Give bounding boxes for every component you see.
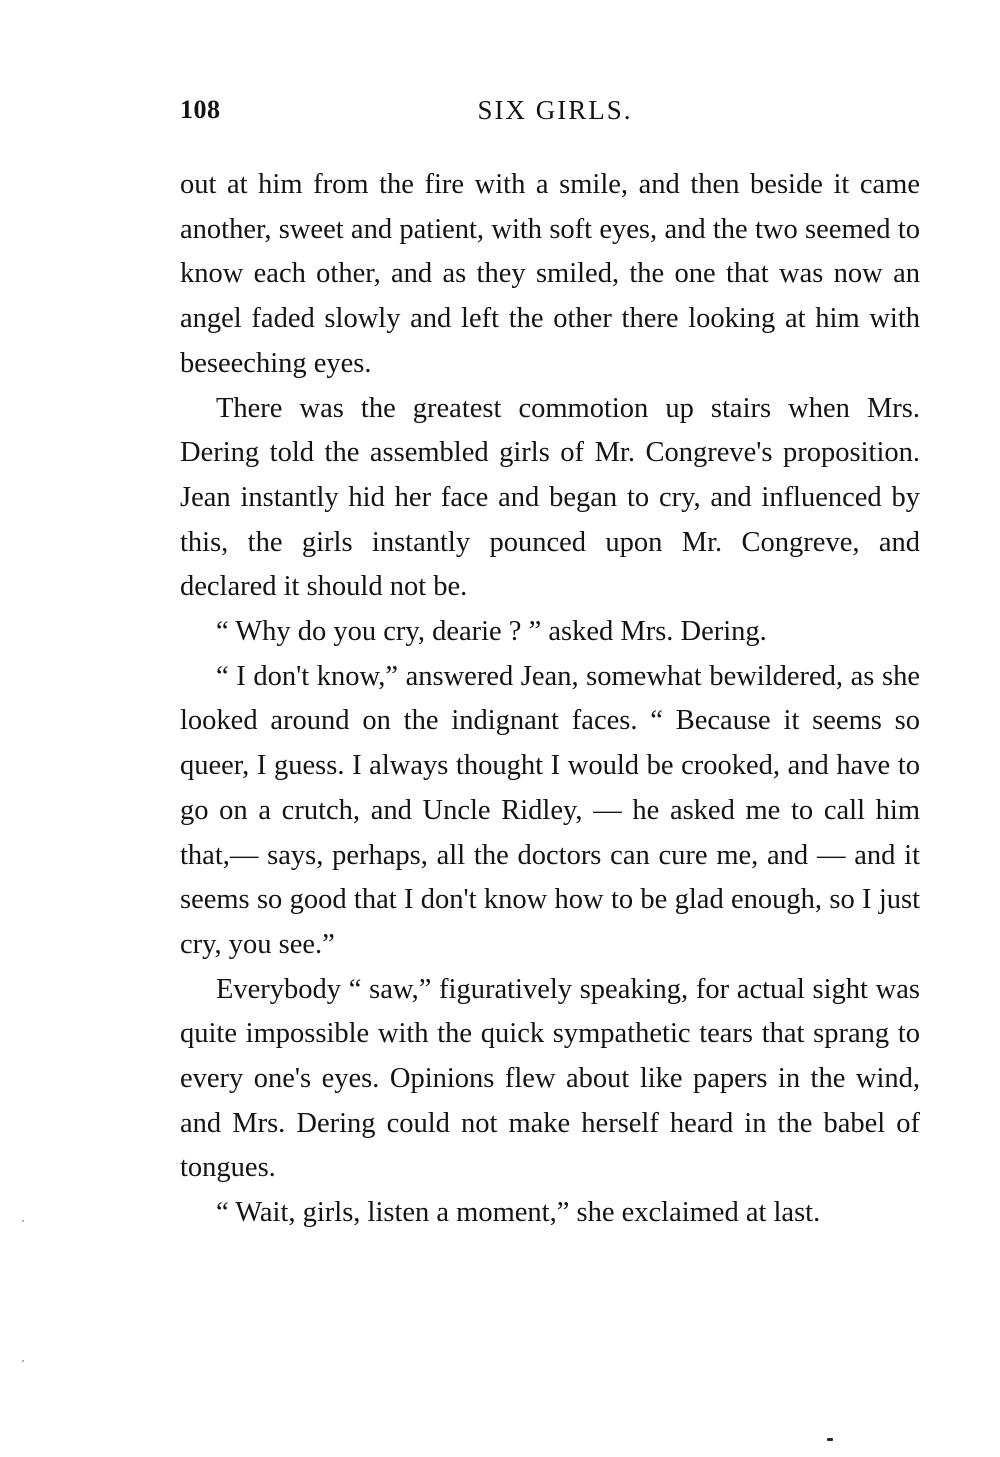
paragraph-dialogue-jean: “ I don't know,” answered Jean, somewhat bewildered, as she looked around on the indignant faces. “ Because it seems so queer, I guess. I always thought I would be crooked, and have to go on a crutch, and Uncle Ridley, — he asked me to call him that,— says, perhaps, all the doctors can cure me, and — and it seems so good that I don't know how to be glad enough, so I just cry, you see.” bbox=[180, 660, 920, 960]
paragraph-wait-girls: “ Wait, girls, listen a moment,” she exclaimed at last. bbox=[216, 1197, 821, 1229]
paragraph-everybody-saw: Everybody “ saw,” figuratively speaking, for actual sight was quite impossible with the quick sympathetic tears that sprang to every one's eyes. Opinions flew about like papers in the wind, and Mrs. Dering could not make herself heard in the babel of tongues. bbox=[180, 973, 920, 1184]
paragraph-continued: out at him from the fire with a smile, and then beside it came another, sweet and patient, with soft eyes, and the two seemed to know each other, and as they smiled, the one that was now an angel faded slowly and left the other there looking at him with beseeching eyes. bbox=[180, 169, 920, 379]
paragraph-commotion: There was the greatest commotion up stairs when Mrs. Dering told the assembled girls of Mr. Congreve's proposition. Jean instantly hid her face and began to cry, and influenced by this, the girls instantly pounced upon Mr. Congreve, and declared it should not be. bbox=[180, 392, 920, 603]
page-number: 108 bbox=[180, 95, 221, 124]
page-header bbox=[180, 95, 920, 135]
paragraph-dialogue-why-cry: “ Why do you cry, dearie ? ” asked Mrs. Dering. bbox=[216, 616, 767, 648]
body-text bbox=[180, 163, 920, 1236]
running-title: SIX GIRLS. bbox=[477, 95, 633, 125]
margin-speck bbox=[22, 1220, 24, 1222]
ink-speck bbox=[827, 1438, 833, 1441]
margin-speck bbox=[22, 1360, 24, 1362]
